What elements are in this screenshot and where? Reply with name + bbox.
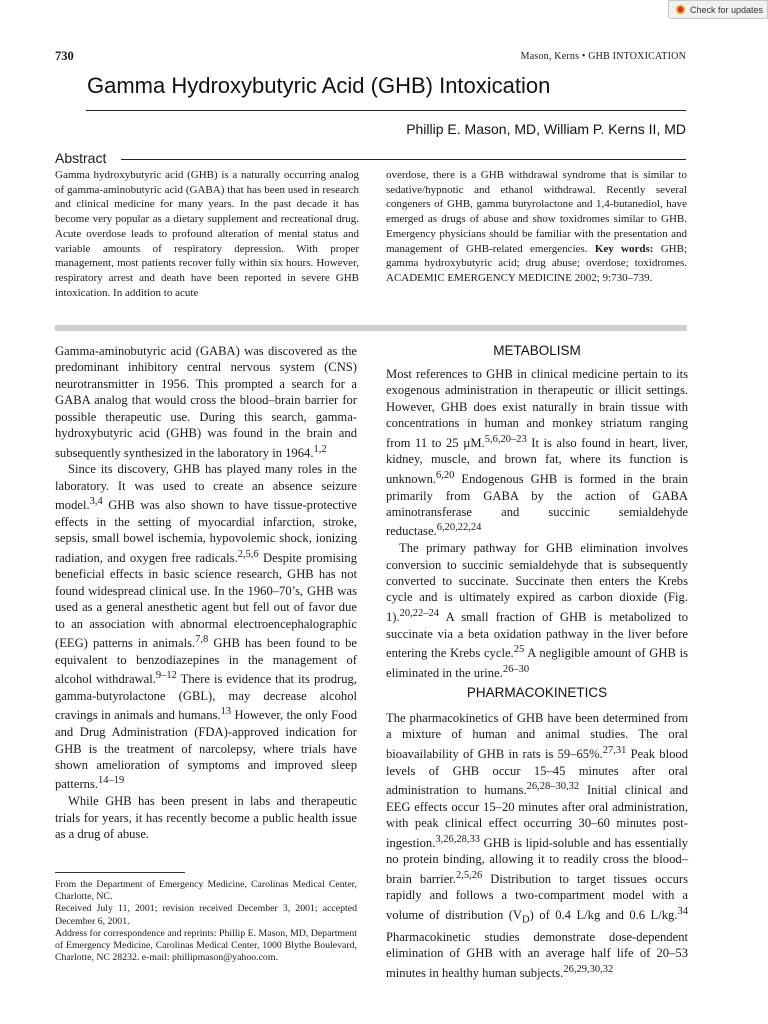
- citation: 3,4: [89, 496, 103, 508]
- pk-text: Distribution to target tissues occurs rapidly and follows a two-compartment model with a volume of distribution (V: [386, 871, 688, 922]
- pk-text: ) of 0.4 L/kg and 0.6 L/kg.: [529, 907, 678, 922]
- check-for-updates-button[interactable]: [668, 0, 768, 19]
- metabolism-heading: METABOLISM: [493, 343, 581, 358]
- citation: 2,5,26: [455, 869, 483, 881]
- citation: 27,31: [602, 744, 627, 756]
- abstract-heading: Abstract: [55, 150, 107, 166]
- intro-p2-text: Despite promising beneficial effects in basic science research, GHB has not found widespread clinical use. In the 1960–70’s, GHB was used as a general anesthetic agent but fell out of favor due to an association with abnormal electroencephalographic (EEG) patterns in animals.: [55, 551, 358, 651]
- intro-paragraph-3: While GHB has been present in labs and therapeutic trials for years, it has recently become a public health issue as a drug of abuse.: [55, 794, 357, 841]
- citation: 25: [513, 644, 525, 655]
- keywords-text: GHB; gamma hydroxybutyric acid; drug abuse; overdose; toxidromes. ACADEMIC EMERGENCY MEDICINE 2002; 9:730–739.: [386, 242, 687, 284]
- metabolism-section: [386, 366, 688, 681]
- pharmacokinetics-paragraph: [386, 710, 688, 981]
- intro-paragraph-2: [55, 461, 357, 793]
- page-number: 730: [55, 49, 74, 63]
- metabolism-text: It is also found in heart, liver, kidney, muscle, and brown fat, where its function is unknown.: [386, 436, 688, 487]
- running-head: Mason, Kerns • GHB INTOXICATION: [520, 51, 686, 62]
- metabolism-paragraph-1: [386, 366, 688, 540]
- pk-text: The pharmacokinetics of GHB have been determined from a mixture of human and animal studies. The oral bioavailability of GHB in rats is 59–65%.: [386, 711, 688, 762]
- footnote-received: Received July 11, 2001; revision received December 3, 2001; accepted December 6, 2001.: [55, 903, 357, 927]
- citation: 14–19: [98, 775, 125, 787]
- footnote-affiliation: From the Department of Emergency Medicine, Carolinas Medical Center, Charlotte, NC.: [55, 879, 357, 903]
- check-for-updates-label: Check for updates: [690, 4, 764, 15]
- metabolism-text: The primary pathway for GHB elimination involves conversion to succinic semialdehyde that is subsequently converted to succinate. Succinate then enters the Krebs cycle and is ultimately expired as carbon dioxide (Fig. 1).: [386, 541, 688, 625]
- intro-p2-text: GHB has been found to be equivalent to benzodiazepines in the management of alcohol withdrawal.: [55, 636, 358, 687]
- citation: 6,20,22,24: [436, 522, 482, 534]
- intro-column: [55, 343, 357, 842]
- metabolism-text: Endogenous GHB is formed in the brain primarily from GABA by the action of GABA aminotransferase and succinic semialdehyde reductase.: [386, 472, 688, 539]
- abstract-left-column: Gamma hydroxybutyric acid (GHB) is a naturally occurring analog of gamma-aminobutyric acid (GABA) that has been used in research and clinical medicine for many years. In the past decade it has become very popular as a dietary supplement and recreational drug. Acute overdose leads to profound alteration of mental status and variable amounts of respiratory depression. With proper management, most patients recover fully within six hours. However, respiratory arrest and death have been reported in severe GHB intoxication. In addition to acute: [55, 169, 359, 299]
- pk-text: Peak blood levels of GHB occur 15–45 minutes after oral administration to humans.: [386, 747, 688, 798]
- citation: 20,22–24: [399, 607, 440, 619]
- footnote-correspondence: Address for correspondence and reprints: Phillip E. Mason, MD, Department of Emergency Medicine, Carolinas Medical Center, 1000 Blythe Boulevard, Charlotte, NC 28232. e-mail: phillipmason@yahoo.com.: [55, 927, 358, 964]
- citation: 2,5,6: [237, 548, 259, 560]
- citation: 1,2: [313, 443, 327, 455]
- pk-text: Pharmacokinetic studies demonstrate dose-dependent elimination of GHB with an average half life of 20–53 minutes in healthy human subjects.: [386, 929, 688, 980]
- abstract-divider: [121, 159, 686, 160]
- citation: 5,6,20–23: [484, 433, 527, 445]
- footnotes: [55, 879, 357, 964]
- intro-paragraph-1: [55, 343, 357, 461]
- citation: 26,29,30,32: [563, 963, 614, 975]
- metabolism-text: Most references to GHB in clinical medicine pertain to its exogenous administration in therapeutic or illicit settings. However, GHB does exist naturally in brain tissue with concentrations in human and monkey striatum ranging from 11 to 25 µM.: [386, 367, 688, 450]
- intro-p2-text: GHB was also shown to have tissue-protective effects in the setting of myocardial infarction, stroke, sepsis, small bowel ischemia, hypovolemic shock, ionizing radiation, and oxygen free radicals.: [55, 498, 357, 565]
- citation: 26,28–30,32: [526, 781, 580, 792]
- title-divider: [86, 110, 686, 111]
- subscript: D: [522, 914, 530, 926]
- pk-text: Initial clinical and EEG effects occur 15–20 minutes after oral administration, with peak clinical effect occurring 30–60 minutes post-ingestion.: [386, 783, 688, 850]
- intro-p2-text: However, the only Food and Drug Administration (FDA)-approved indication for GHB is the treatment of narcolepsy, where trials have shown amelioration of symptoms and improved sleep patterns.: [55, 708, 357, 792]
- footnote-divider: [55, 872, 185, 873]
- citation: 13: [220, 706, 232, 718]
- pharmacokinetics-heading: PHARMACOKINETICS: [466, 685, 608, 700]
- metabolism-text: A small fraction of GHB is metabolized to succinate via a beta oxidation pathway in the liver before entering the Krebs cycle.: [386, 610, 688, 661]
- citation: 6,20: [436, 469, 455, 481]
- citation: 26–30: [502, 663, 530, 675]
- metabolism-text: A negligible amount of GHB is eliminated in the urine.: [386, 646, 688, 680]
- pharmacokinetics-section: [386, 710, 688, 981]
- pk-text: GHB is lipid-soluble and has essentially no protein binding, allowing it to readily cross the blood–brain barrier.: [386, 835, 688, 886]
- article-title: Gamma Hydroxybutyric Acid (GHB) Intoxication: [87, 73, 551, 98]
- intro-p2-text: There is evidence that its prodrug, gamma-butyrolactone (GBL), may decrease alcohol cravings in animals and humans.: [55, 672, 357, 723]
- check-updates-icon: [675, 4, 686, 15]
- section-separator-bar: [55, 325, 687, 331]
- abstract-right-text: overdose, there is a GHB withdrawal syndrome that is similar to sedative/hypnotic and ethanol withdrawal. Recently several congeners of GHB, gamma butyrolactone and 1,4-butanediol, have emerged as drugs of abuse and show toxidromes similar to GHB. Emergency physicians should be familiar with the presentation and management of GHB-related emergencies.: [386, 169, 687, 255]
- metabolism-paragraph-2: [386, 540, 688, 681]
- citation: 3,26,28,33: [435, 833, 480, 845]
- citation: 9–12: [155, 670, 177, 682]
- keywords-label: Key words:: [594, 242, 654, 255]
- abstract-right-column: [386, 168, 687, 286]
- article-authors: Phillip E. Mason, MD, William P. Kerns II, MD: [406, 121, 686, 137]
- citation: 34: [677, 905, 688, 917]
- citation: 7,8: [195, 634, 209, 646]
- intro-p1-text: Gamma-aminobutyric acid (GABA) was discovered as the predominant inhibitory central nervous system (CNS) neurotransmitter in 1956. This prompted a search for a GABA analog that would cross the blood–brain barrier for possible therapeutic use. During this search, gamma-hydroxybutyric acid (GHB) was found in the brain and subsequently synthesized in the laboratory in 1964.: [55, 344, 357, 460]
- intro-p2-text: Since its discovery, GHB has played many roles in the laboratory. It was used to create an absence seizure model.: [55, 462, 357, 513]
